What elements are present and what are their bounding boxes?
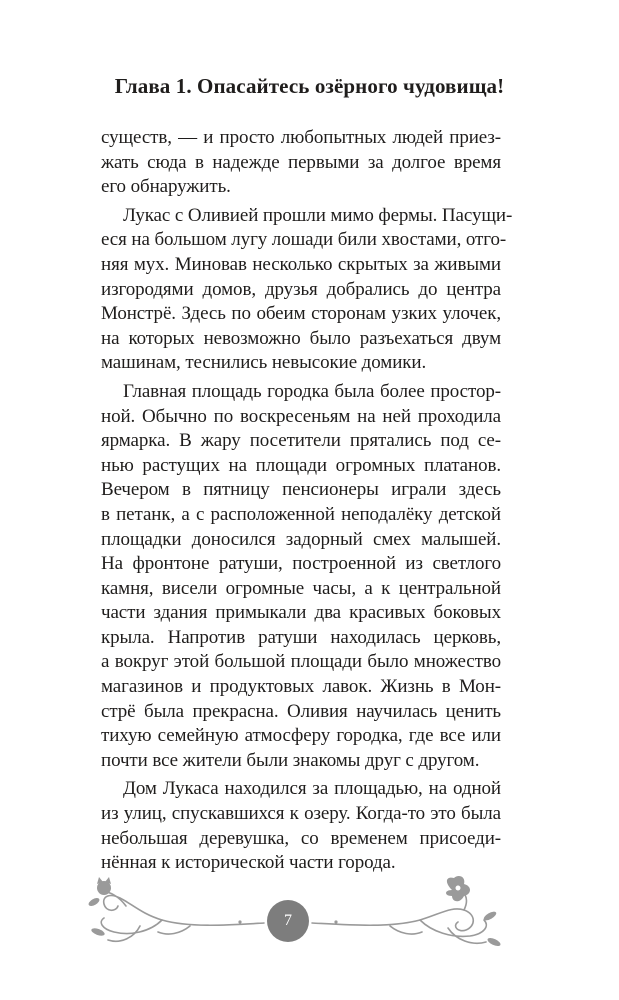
floral-ornament-icon	[80, 876, 540, 966]
text-line: на которых невозможно было разъехаться двум	[101, 327, 501, 349]
text-line: На фронтоне ратуши, построенной из светлого	[101, 553, 501, 575]
text-line: площадки доносился задорный смех малышей.	[101, 528, 501, 550]
text-line: нью растущих на площади огромных платанов.	[101, 454, 501, 476]
text-line: Дом Лукаса находился за площадью, на одной	[123, 778, 501, 800]
paragraph	[101, 380, 501, 774]
text-line: части здания примыкали два красивых боковых	[101, 602, 501, 624]
paragraph	[101, 204, 513, 376]
text-line: тихую семейную атмосферу городка, где все или	[101, 725, 501, 747]
text-line: из улиц, спускавшихся к озеру. Когда-то это была	[101, 803, 501, 825]
paragraph	[101, 777, 501, 875]
text-line: Главная площадь городка была более простор-	[123, 380, 501, 402]
text-line: магазинов и продуктовых лавок. Жизнь в Мон-	[101, 676, 501, 698]
text-line: ярмарка. В жару посетители прятались под се-	[101, 430, 501, 452]
text-line: няя мух. Миновав несколько скрытых за живыми	[101, 253, 501, 275]
text-line: Монстрё. Здесь по обеим сторонам узких улочек,	[101, 303, 501, 325]
text-line: камня, висели огромные часы, а к центральной	[101, 577, 501, 599]
chapter-header	[0, 74, 619, 99]
text-line: изгородями домов, друзья добрались до центра	[101, 278, 501, 300]
text-line: крыла. Напротив ратуши находилась церковь,	[101, 626, 501, 648]
text-line: существ, — и просто любопытных людей приез-	[101, 127, 501, 148]
page-number: 7	[284, 912, 292, 929]
text-line: машинам, теснились невысокие домики.	[101, 352, 427, 374]
chapter-title: Глава 1. Опасайтесь озёрного чудовища!	[114, 74, 505, 98]
text-line: а вокруг этой большой площади было множество	[101, 651, 501, 673]
text-line: небольшая деревушка, со временем присоеди-	[101, 827, 501, 849]
text-line: еся на большом лугу лошади били хвостами, отго-	[101, 229, 507, 251]
text-line: почти все жители были знакомы друг с другом.	[101, 749, 480, 771]
text-line: его обнаружить.	[101, 176, 231, 198]
text-line: стрё была прекрасна. Оливия научилась ценить	[101, 700, 501, 722]
text-line: жать сюда в надежде первыми за долгое время	[101, 151, 501, 173]
text-line: ной. Обычно по воскресеньям на ней проходила	[101, 405, 501, 427]
text-line: в петанк, а с расположенной неподалёку детской	[101, 503, 501, 525]
page-footer-ornament	[80, 876, 540, 966]
text-line: нённая к исторической части города.	[101, 852, 396, 874]
paragraph	[101, 126, 501, 200]
body-text	[101, 126, 513, 876]
text-line: Вечером в пятницу пенсионеры играли здесь	[101, 479, 501, 501]
text-line: Лукас с Оливией прошли мимо фермы. Пасущи-	[123, 204, 513, 226]
